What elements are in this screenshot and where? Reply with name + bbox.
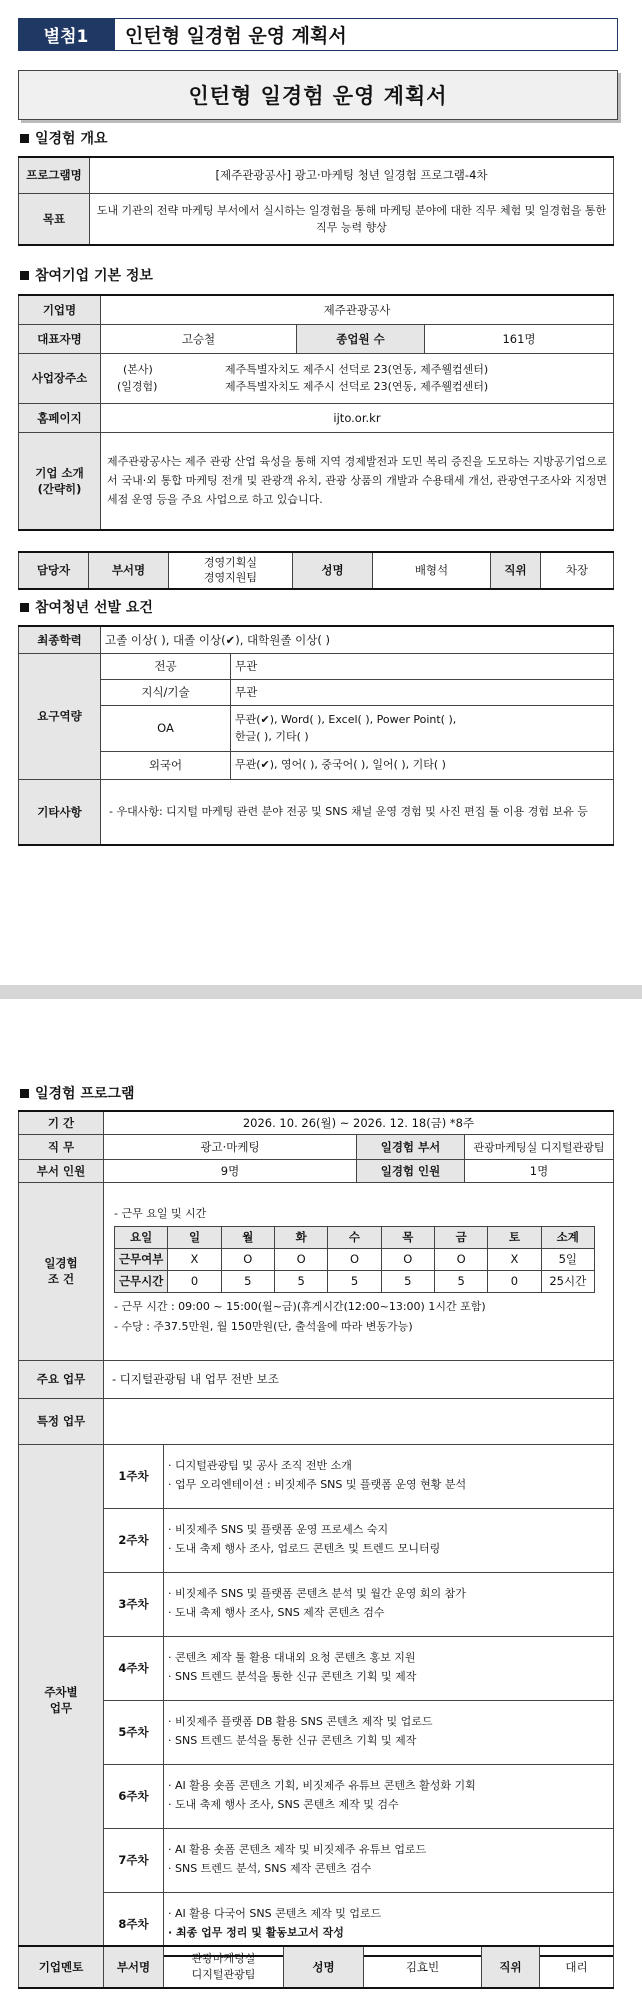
schedule-cell: 근무시간 <box>115 1271 168 1293</box>
address-hq: 제주특별자치도 제주시 선덕로 23(연동, 제주웰컴센터) <box>225 362 489 376</box>
schedule-cell: 근무여부 <box>115 1249 168 1271</box>
page-separator <box>0 985 642 999</box>
employees-value: 161명 <box>425 324 614 353</box>
attachment-header <box>18 18 618 51</box>
schedule-cell: O <box>434 1249 487 1271</box>
main-duty-value: - 디지털관광팀 내 업무 전반 보조 <box>104 1360 614 1398</box>
schedule-header-row <box>115 1227 595 1249</box>
homepage-value[interactable]: ijto.or.kr <box>101 403 614 432</box>
attachment-tag: 별첨1 <box>19 19 113 50</box>
square-bullet-icon <box>20 134 29 143</box>
schedule-cell: 수 <box>328 1227 381 1249</box>
schedule-cell: O <box>221 1249 274 1271</box>
skill-value: 무관 <box>231 679 614 705</box>
week-tasks: · 콘텐츠 제작 툴 활용 대내외 요청 콘텐츠 홍보 지원 · SNS 트렌드 분석을 통한 신규 콘텐츠 기획 및 제작 <box>164 1636 614 1700</box>
schedule-cell: 5일 <box>541 1249 594 1271</box>
week-tasks: · AI 활용 숏폼 콘텐츠 제작 및 비짓제주 유튜브 업로드 · SNS 트렌드 분석, SNS 제작 콘텐츠 검수 <box>164 1828 614 1892</box>
company-name-label: 기업명 <box>19 295 101 324</box>
mentor-name-value: 김효빈 <box>364 1946 482 1988</box>
week-tasks: · 비짓제주 SNS 및 플랫폼 운영 프로세스 숙지 · 도내 축제 행사 조사, 업로드 콘텐츠 및 트렌드 모니터링 <box>164 1508 614 1572</box>
oa-value: 무관(✔), Word( ), Excel( ), Power Point( ), 한글( ), 기타( ) <box>231 705 614 751</box>
square-bullet-icon <box>20 271 29 280</box>
week-tasks: · AI 활용 숏폼 콘텐츠 기획, 비짓제주 유튜브 콘텐츠 활성화 기획 · 도내 축제 행사 조사, SNS 콘텐츠 제작 및 검수 <box>164 1764 614 1828</box>
lang-label: 외국어 <box>101 751 231 779</box>
etc-value: - 우대사항: 디지털 마케팅 관련 분야 전공 및 SNS 채널 운영 경험 및 사진 편집 툴 이용 경험 보유 등 <box>101 779 614 845</box>
address-hq-tag: (본사) <box>123 362 153 376</box>
section-company-heading: 참여기업 기본 정보 <box>20 265 153 285</box>
schedule-cell: 5 <box>221 1271 274 1293</box>
schedule-cell: 금 <box>434 1227 487 1249</box>
contact-dept-label: 부서명 <box>89 552 169 589</box>
duty-value: 광고·마케팅 <box>104 1134 357 1159</box>
schedule-cell: 5 <box>328 1271 381 1293</box>
intro-label: 기업 소개 (간략히) <box>19 432 101 530</box>
week-tasks: · 비짓제주 플랫폼 DB 활용 SNS 콘텐츠 제작 및 업로드 · SNS 트렌드 분석을 통한 신규 콘텐츠 기획 및 제작 <box>164 1700 614 1764</box>
program-name-value: [제주관광공사] 광고·마케팅 청년 일경험 프로그램-4차 <box>90 157 614 193</box>
week-label: 2주차 <box>104 1508 164 1572</box>
schedule-cell: 일 <box>168 1227 221 1249</box>
employees-label: 종업원 수 <box>297 324 425 353</box>
schedule-cell: 월 <box>221 1227 274 1249</box>
schedule-cell: O <box>381 1249 434 1271</box>
schedule-work-row <box>115 1249 595 1271</box>
section-youth-heading: 참여청년 선발 요건 <box>20 597 153 617</box>
schedule-table <box>114 1226 595 1293</box>
duty-label: 직 무 <box>19 1134 104 1159</box>
week-label: 8주차 <box>104 1892 164 1956</box>
document-title: 인턴형 일경험 운영 계획서 <box>18 70 618 120</box>
homepage-label: 홈페이지 <box>19 403 101 432</box>
square-bullet-icon <box>20 603 29 612</box>
lang-value: 무관(✔), 영어( ), 중국어( ), 일어( ), 기타( ) <box>231 751 614 779</box>
ceo-label: 대표자명 <box>19 324 101 353</box>
cond-pay: - 수당 : 주37.5만원, 월 150만원(단, 출석율에 따라 변동가능) <box>114 1320 413 1334</box>
schedule-cell: 화 <box>274 1227 327 1249</box>
cond-value <box>104 1182 614 1360</box>
cond-time: - 근무 시간 : 09:00 ~ 15:00(월~금)(휴게시간(12:00~13:00) 1시간 포함) <box>114 1300 486 1314</box>
edu-value: 고졸 이상( ), 대졸 이상(✔), 대학원졸 이상( ) <box>101 626 614 653</box>
weekly-label: 주차별 업무 <box>19 1444 104 1956</box>
staff-value: 9명 <box>104 1159 357 1182</box>
req-label: 요구역량 <box>19 653 101 779</box>
company-table <box>18 294 614 531</box>
schedule-cell: 5 <box>434 1271 487 1293</box>
main-duty-label: 주요 업무 <box>19 1360 104 1398</box>
week-label: 4주차 <box>104 1636 164 1700</box>
week-label: 5주차 <box>104 1700 164 1764</box>
mentor-name-label: 성명 <box>284 1946 364 1988</box>
section-program-heading: 일경험 프로그램 <box>20 1083 135 1103</box>
contact-name-value: 배형석 <box>373 552 491 589</box>
company-name-value: 제주관광공사 <box>101 295 614 324</box>
week-tasks: · AI 활용 다국어 SNS 콘텐츠 제작 및 업로드 · 최종 업무 정리 및 활동보고서 작성 <box>164 1892 614 1956</box>
goal-value: 도내 기관의 전략 마케팅 부서에서 실시하는 일경험을 통해 마케팅 분야에 대한 직무 체험 및 일경험을 통한 직무 능력 향상 <box>90 193 614 245</box>
mentor-table <box>18 1945 614 1989</box>
dept-value: 관광마케팅실 디지털관광팀 <box>465 1134 614 1159</box>
program-name-label: 프로그램명 <box>19 157 90 193</box>
week-label: 1주차 <box>104 1444 164 1508</box>
oa-label: OA <box>101 705 231 751</box>
schedule-cell: O <box>328 1249 381 1271</box>
address-label: 사업장주소 <box>19 353 101 403</box>
week-tasks: · 디지털관광팀 및 공사 조직 전반 소개 · 업무 오리엔테이션 : 비짓제주 SNS 및 플랫폼 운영 현황 분석 <box>164 1444 614 1508</box>
schedule-cell: 목 <box>381 1227 434 1249</box>
section-overview-heading: 일경험 개요 <box>20 128 108 148</box>
week-tasks: · 비짓제주 SNS 및 플랫폼 콘텐츠 분석 및 월간 운영 회의 참가 · 도내 축제 행사 조사, SNS 제작 콘텐츠 검수 <box>164 1572 614 1636</box>
etc-label: 기타사항 <box>19 779 101 845</box>
schedule-cell: X <box>488 1249 541 1271</box>
major-label: 전공 <box>101 653 231 679</box>
mentor-pos-value: 대리 <box>540 1946 614 1988</box>
mentor-label: 기업멘토 <box>19 1946 104 1988</box>
cond-label: 일경험 조 건 <box>19 1182 104 1360</box>
schedule-cell: 요일 <box>115 1227 168 1249</box>
dept-label: 일경험 부서 <box>357 1134 465 1159</box>
schedule-cell: 소계 <box>541 1227 594 1249</box>
contact-pos-value: 차장 <box>541 552 614 589</box>
page-1 <box>0 0 642 985</box>
edu-label: 최종학력 <box>19 626 101 653</box>
special-duty-value <box>104 1398 614 1444</box>
ceo-value: 고승철 <box>101 324 297 353</box>
schedule-cell: 5 <box>381 1271 434 1293</box>
intro-value: 제주관광공사는 제주 관광 산업 육성을 통해 지역 경제발전과 도민 복리 증진을 도모하는 지방공기업으로서 국내·외 통합 마케팅 전개 및 관광객 유치, 관광 상품의 개발과 수용태세 개선, 관광연구조사와 지정면세점 운영 등을 주요 사업으로 하고 있습니다. <box>101 432 614 530</box>
schedule-cell: 0 <box>168 1271 221 1293</box>
special-duty-label: 특정 업무 <box>19 1398 104 1444</box>
address-work-tag: (일경험) <box>117 380 158 393</box>
page-2 <box>0 999 642 2005</box>
square-bullet-icon <box>20 1089 29 1098</box>
attachment-title: 인턴형 일경험 운영 계획서 <box>113 19 617 50</box>
contact-dept-value: 경영기획실 경영지원팀 <box>169 552 293 589</box>
contact-name-label: 성명 <box>293 552 373 589</box>
week-label: 7주차 <box>104 1828 164 1892</box>
youth-table <box>18 625 614 846</box>
contact-table <box>18 551 614 590</box>
major-value: 무관 <box>231 653 614 679</box>
schedule-hours-row <box>115 1271 595 1293</box>
contact-label: 담당자 <box>19 552 89 589</box>
schedule-cell: X <box>168 1249 221 1271</box>
schedule-cell: 25시간 <box>541 1271 594 1293</box>
mentor-pos-label: 직위 <box>482 1946 540 1988</box>
mentor-dept-value: 관광마케팅실 디지털관광팀 <box>164 1946 284 1988</box>
mentor-dept-label: 부서명 <box>104 1946 164 1988</box>
contact-pos-label: 직위 <box>491 552 541 589</box>
week-label: 6주차 <box>104 1764 164 1828</box>
address-work: 제주특별자치도 제주시 선덕로 23(연동, 제주웰컴센터) <box>225 380 489 393</box>
address-value <box>101 353 614 403</box>
goal-label: 목표 <box>19 193 90 245</box>
skill-label: 지식/기술 <box>101 679 231 705</box>
week-label: 3주차 <box>104 1572 164 1636</box>
schedule-cell: 5 <box>274 1271 327 1293</box>
program-table <box>18 1110 614 1957</box>
cond-intro: - 근무 요일 및 시간 <box>114 1207 207 1221</box>
intern-label: 일경험 인원 <box>357 1159 465 1182</box>
period-value: 2026. 10. 26(월) ~ 2026. 12. 18(금) *8주 <box>104 1111 614 1134</box>
schedule-cell: 0 <box>488 1271 541 1293</box>
schedule-cell: O <box>274 1249 327 1271</box>
staff-label: 부서 인원 <box>19 1159 104 1182</box>
intern-value: 1명 <box>465 1159 614 1182</box>
schedule-cell: 토 <box>488 1227 541 1249</box>
period-label: 기 간 <box>19 1111 104 1134</box>
overview-table <box>18 156 614 246</box>
